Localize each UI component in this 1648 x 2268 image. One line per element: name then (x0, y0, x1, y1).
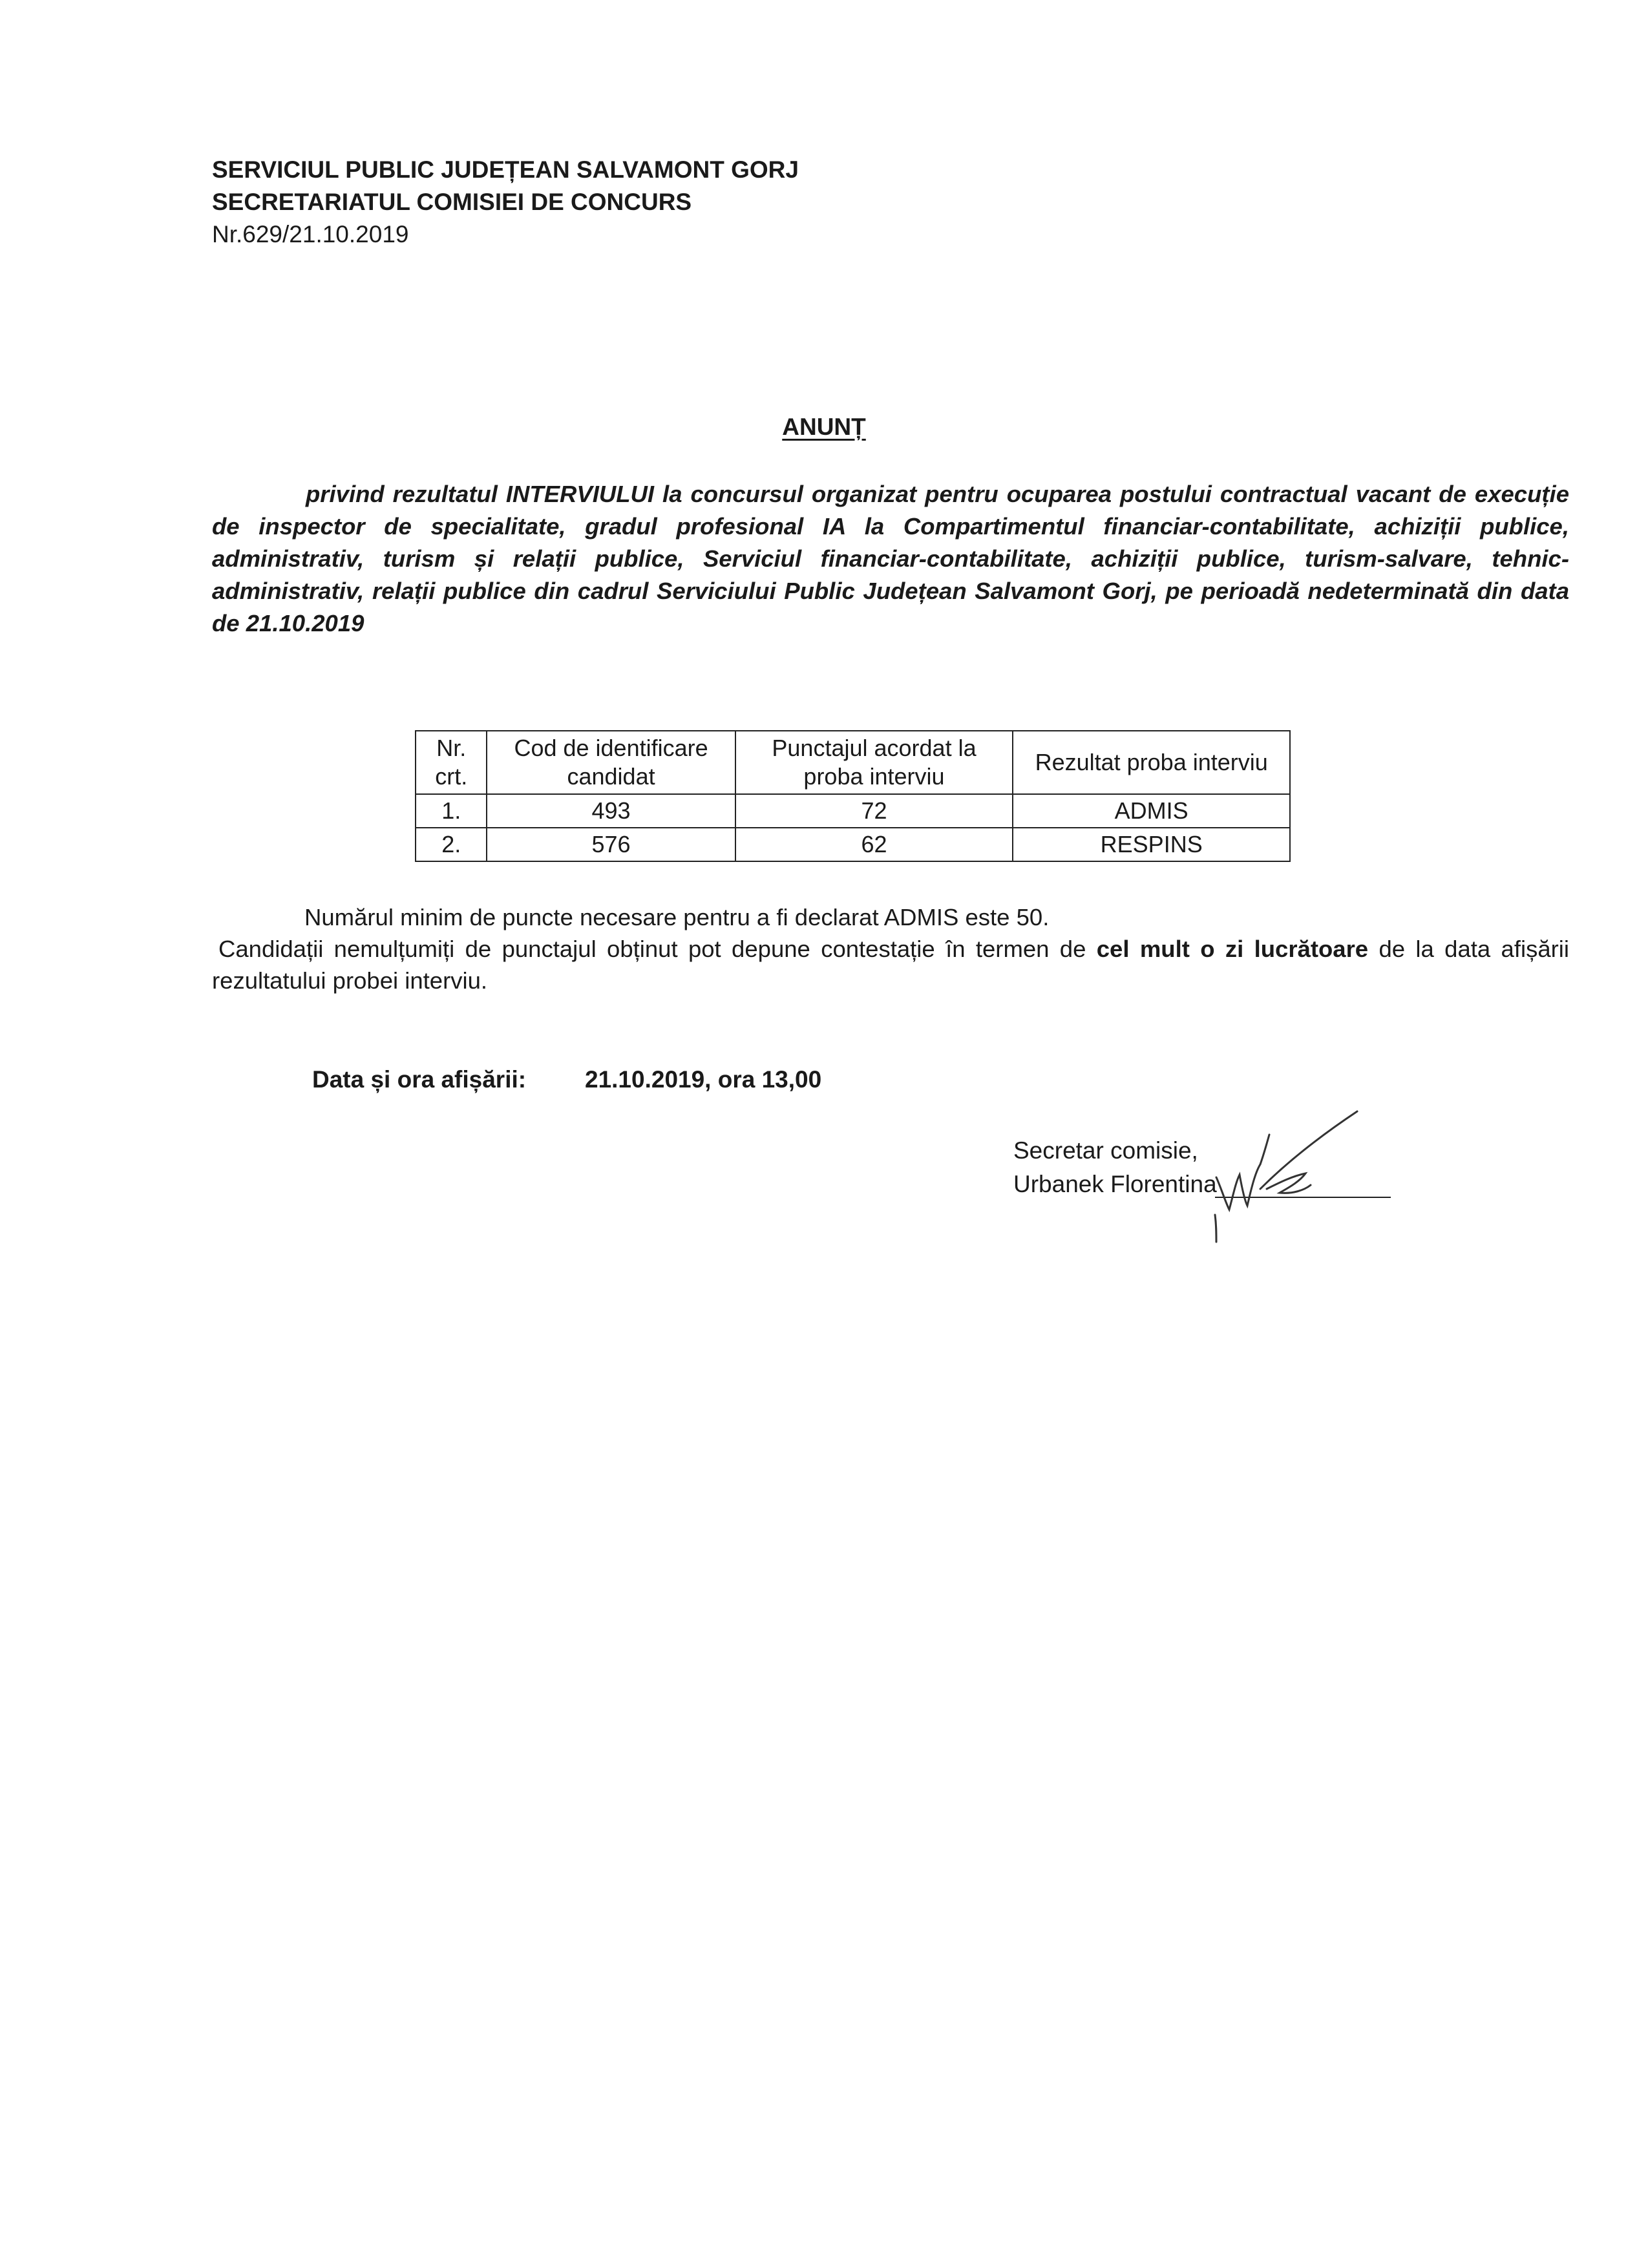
cell-nr: 2. (416, 828, 487, 861)
secretary-role: Secretar comisie, (1013, 1137, 1198, 1164)
table-row (416, 828, 1290, 861)
results-table (415, 730, 1291, 862)
contest-text-start: Candidații nemulțumiți de punctajul obținut pot depune contestație în termen de (218, 936, 1097, 962)
contest-note (212, 933, 1569, 996)
notes-section (212, 901, 1569, 996)
secretary-name: Urbanek Florentina (1013, 1171, 1217, 1197)
cell-candidate-code: 576 (487, 828, 735, 861)
document-header (212, 154, 799, 251)
cell-candidate-code: 493 (487, 794, 735, 828)
header-nr-crt: Nr. crt. (416, 731, 487, 794)
cell-result: ADMIS (1013, 794, 1290, 828)
cell-score: 72 (735, 794, 1013, 828)
contest-deadline: cel mult o zi lucrătoare (1096, 936, 1369, 962)
institution-name: SERVICIUL PUBLIC JUDEȚEAN SALVAMONT GORJ (212, 156, 799, 183)
cell-result: RESPINS (1013, 828, 1290, 861)
handwritten-signature (1202, 1092, 1396, 1247)
header-result: Rezultat proba interviu (1013, 731, 1290, 794)
table-header-row (416, 731, 1290, 794)
document-title: ANUNȚ (782, 414, 866, 440)
cell-nr: 1. (416, 794, 487, 828)
cell-score: 62 (735, 828, 1013, 861)
posting-date-value: 21.10.2019, ora 13,00 (585, 1066, 822, 1093)
header-score: Punctajul acordat la proba interviu (735, 731, 1013, 794)
secretary-block (1013, 1134, 1217, 1201)
header-candidate-code: Cod de identificare candidat (487, 731, 735, 794)
contest-text-end: de la data afișării rezultatului probei interviu. (212, 936, 1570, 994)
registration-number: Nr.629/21.10.2019 (212, 221, 409, 247)
posting-date-label: Data și ora afișării: (312, 1066, 527, 1093)
announcement-intro: privind rezultatul INTERVIULUI la concursul organizat pentru ocuparea postului contractual vacant de execuție de inspector de specialitate, gradul profesional IA la Compartimentul financiar-contabilitate, achiziții publice, administrativ, turism și relații publice, Serviciul financiar-contabilitate, achiziții publice, turism-salvare, tehnic-administrativ, relații publice din cadrul Serviciului Public Județean Salvamont Gorj, pe perioadă nedeterminată din data de 21.10.2019 (212, 481, 1569, 636)
minimum-points-note: Numărul minim de puncte necesare pentru a fi declarat ADMIS este 50. (304, 904, 1050, 930)
department-name: SECRETARIATUL COMISIEI DE CONCURS (212, 189, 692, 215)
table-row (416, 794, 1290, 828)
